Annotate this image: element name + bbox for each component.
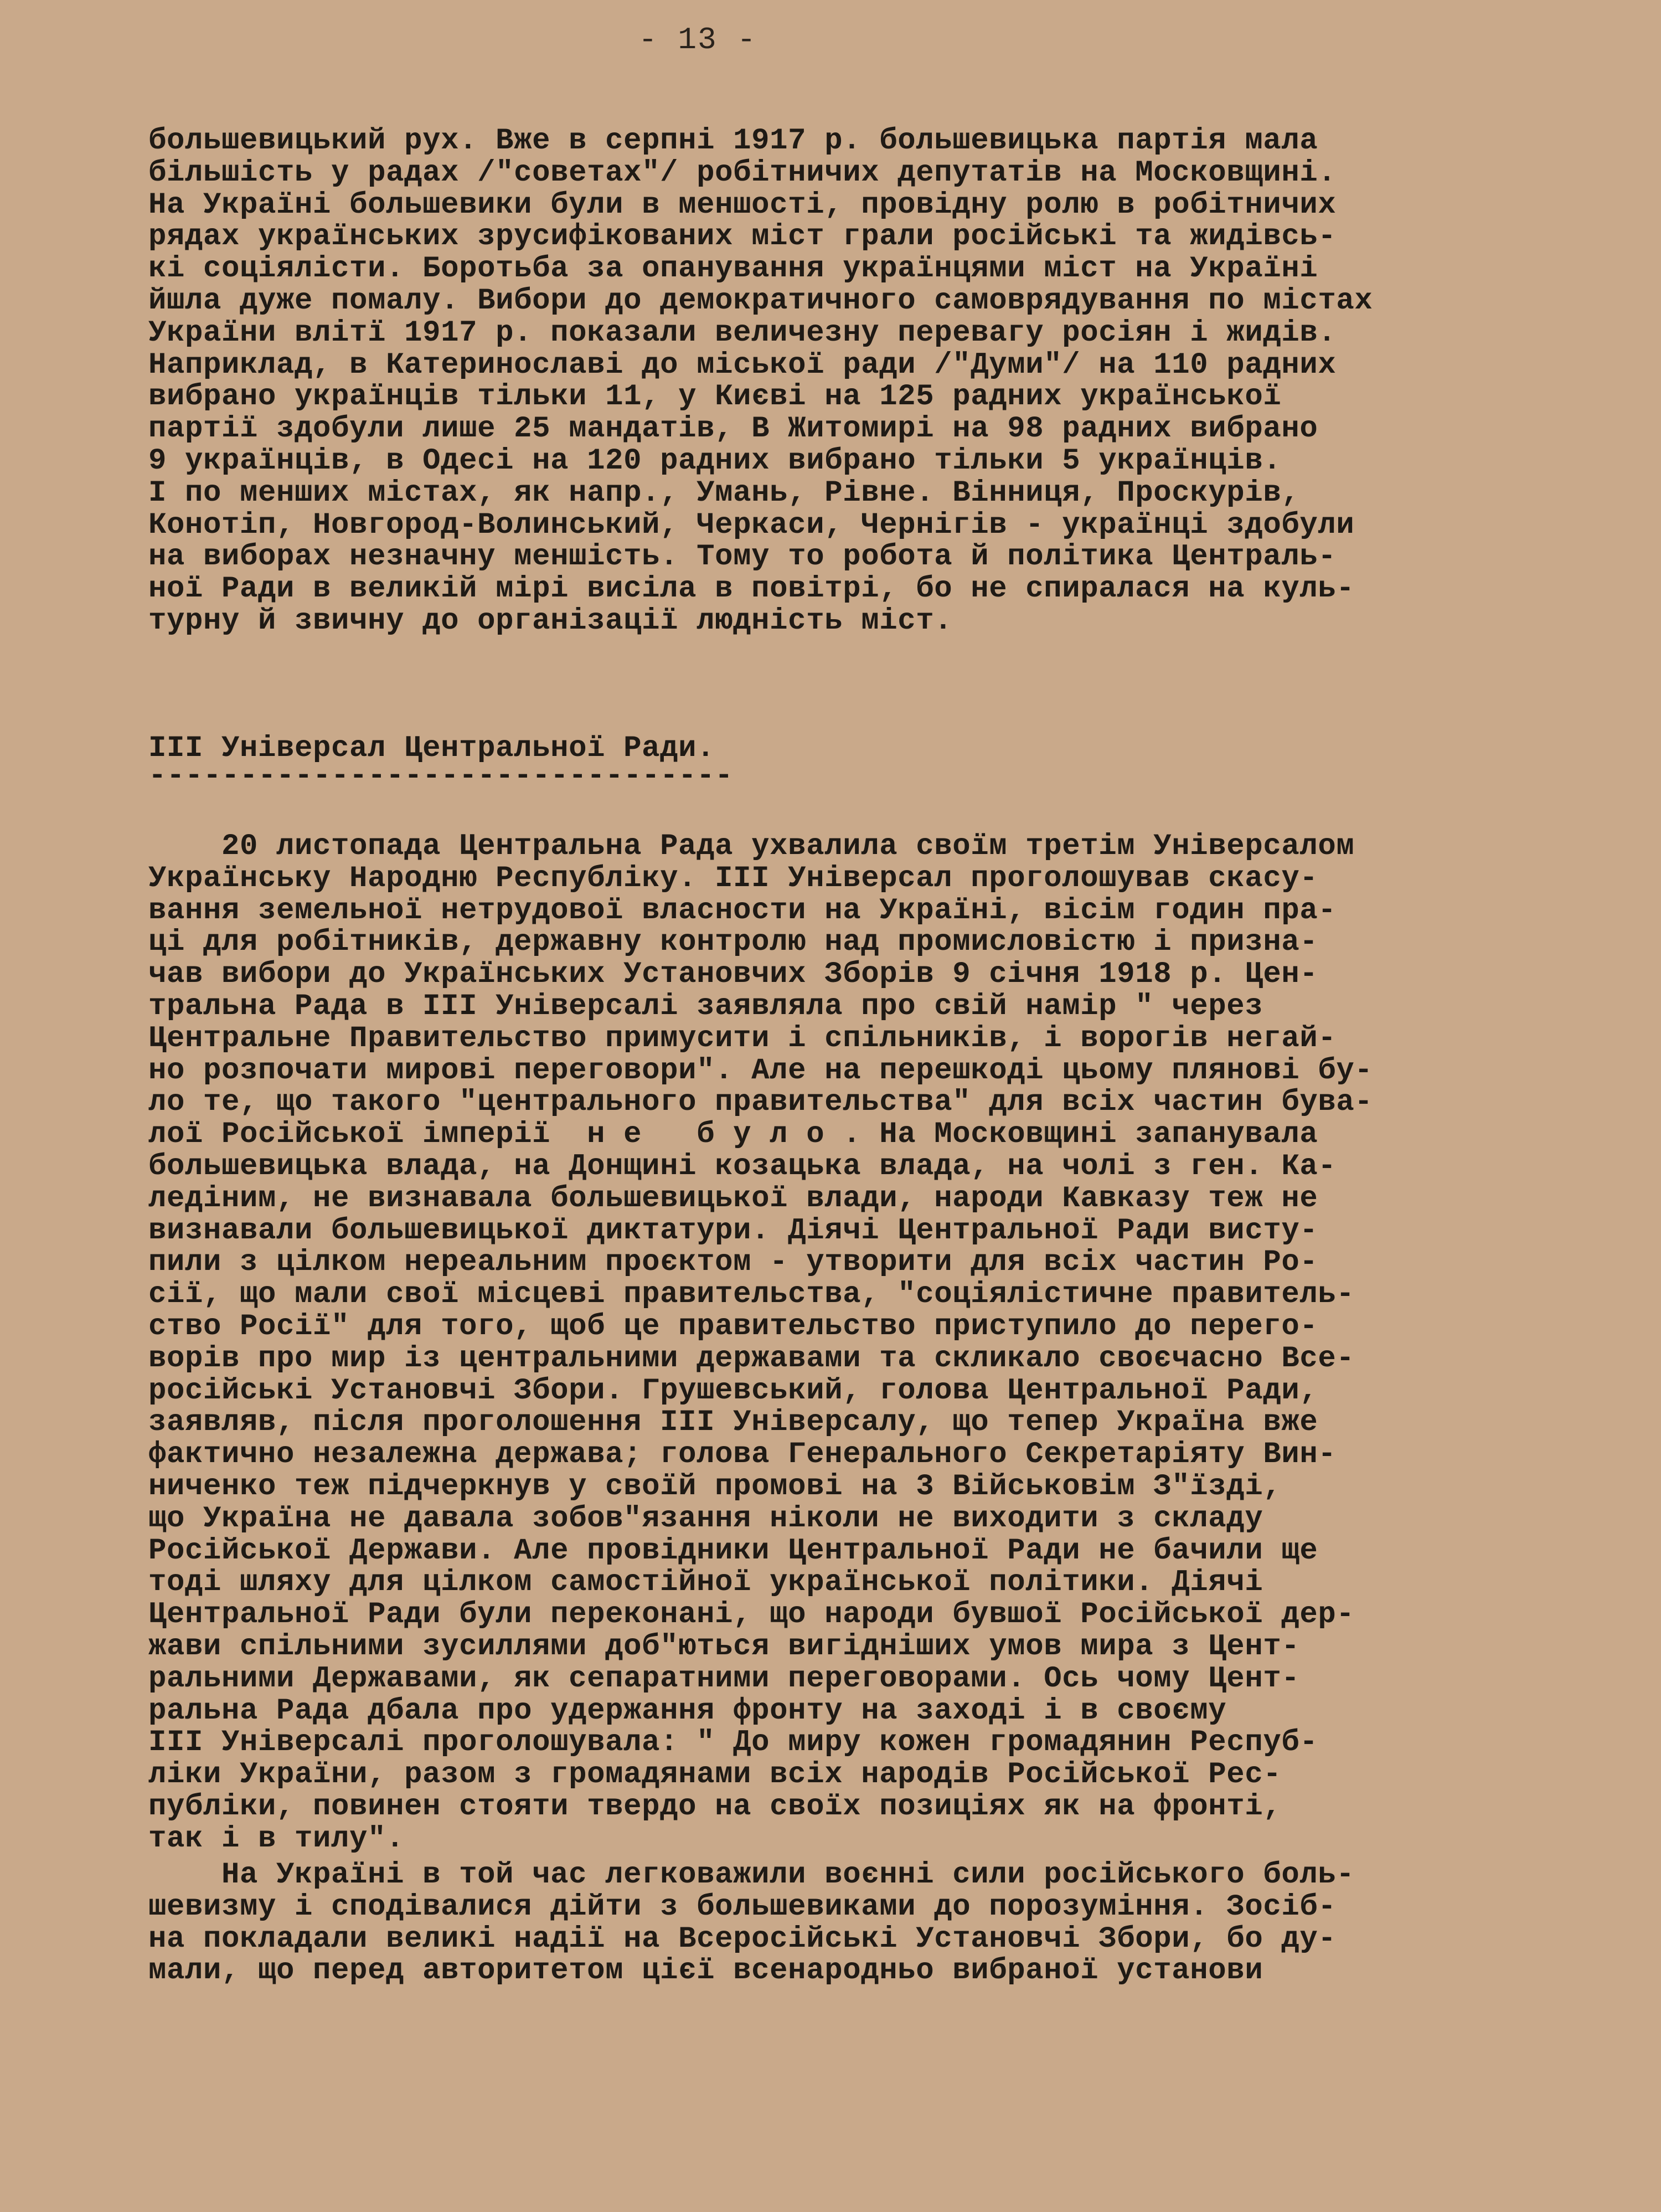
text-line: російські Установчі Збори. Грушевський, голова Центральної Ради,: [148, 1374, 1318, 1408]
text-line: Наприклад, в Катеринославі до міської ради /"Думи"/ на 110 радних: [148, 348, 1337, 382]
text-line: ло те, що такого "центрального правительства" для всіх частин бува-: [148, 1086, 1373, 1120]
text-line: на покладали великі надії на Всеросійські Установчі Збори, бо ду-: [148, 1922, 1337, 1956]
text-line: турну й звичну до організації людність міст.: [148, 604, 953, 638]
text-line: мали, що перед авторитетом цієї всенародньо вибраної установи: [148, 1954, 1263, 1988]
text-line: тоді шляху для цілком самостійної української політики. Діячі: [148, 1566, 1263, 1600]
text-line: На Україні в той час легковажили воєнні сили російського боль-: [148, 1858, 1355, 1892]
section-heading-block: [148, 732, 734, 793]
text-line: ІІІ Універсалі проголошувала: " До миру кожен громадянин Респуб-: [148, 1726, 1318, 1760]
text-line: большевицька влада, на Донщині козацька влада, на чолі з ген. Ка-: [148, 1149, 1337, 1184]
text-line: сії, що мали свої місцеві правительства, "соціялістичне правитель-: [148, 1278, 1355, 1312]
text-line: так і в тилу".: [148, 1822, 405, 1856]
text-line: йшла дуже помалу. Вибори до демократичного самоврядування по містах: [148, 284, 1373, 318]
text-line: більшість у радах /"советах"/ робітничих депутатів на Московщині.: [148, 156, 1337, 190]
text-line: визнавали большевицької диктатури. Діячі Центральної Ради висту-: [148, 1213, 1318, 1248]
text-line: заявляв, після проголошення ІІІ Універсалу, що тепер Україна вже: [148, 1406, 1318, 1440]
text-line: партії здобули лише 25 мандатів, В Житомирі на 98 радних вибрано: [148, 412, 1318, 446]
text-line: ної Ради в великій мірі висіла в повітрі, бо не спиралася на куль-: [148, 572, 1355, 606]
text-line: чав вибори до Українських Установчих Зборів 9 січня 1918 р. Цен-: [148, 958, 1318, 992]
text-line: На Україні большевики були в меншості, провідну ролю в робітничих: [148, 188, 1337, 222]
text-line: ледіним, не визнавала большевицької влади, народи Кавказу теж не: [148, 1181, 1318, 1216]
text-line: большевицький рух. Вже в серпні 1917 р. большевицька партія мала: [148, 124, 1318, 158]
text-line: лої Російської імперії н е б у л о . На Московщині запанувала: [148, 1118, 1318, 1152]
paragraph-3: [148, 1859, 1566, 1987]
page-number: - 13 -: [638, 22, 757, 58]
text-line: шевизму і сподівалися дійти з большевиками до порозуміння. Зосіб-: [148, 1890, 1337, 1924]
text-line: но розпочати мирові переговори". Але на перешкоді цьому плянові бу-: [148, 1053, 1373, 1088]
text-line: ліки України, разом з громадянами всіх народів Російської Рес-: [148, 1758, 1282, 1792]
text-line: жави спільними зусиллями доб"ються вигідніших умов мира з Цент-: [148, 1629, 1300, 1664]
text-line: ральними Державами, як сепаратними переговорами. Ось чому Цент-: [148, 1661, 1300, 1696]
section-heading: ІІІ Універсал Центральної Ради.: [148, 732, 715, 765]
text-line: ворів про мир із центральними державами та скликало своєчасно Все-: [148, 1341, 1355, 1376]
heading-underline: --------------------------------: [148, 759, 734, 793]
text-line: України влітї 1917 р. показали величезну перевагу росіян і жидів.: [148, 316, 1337, 350]
text-line: тральна Рада в ІІІ Універсалі заявляла про свій намір " через: [148, 989, 1263, 1023]
text-line: публіки, повинен стояти твердо на своїх позиціях як на фронті,: [148, 1789, 1282, 1824]
text-line: що Україна не давала зобов"язання ніколи не виходити з складу: [148, 1501, 1263, 1536]
text-line: Центральне Правительство примусити і спільників, і ворогів негай-: [148, 1021, 1337, 1056]
text-line: Українську Народню Республіку. ІІІ Універсал проголошував скасу-: [148, 861, 1318, 896]
text-line: фактично незалежна держава; голова Генерального Секретаріяту Вин-: [148, 1438, 1337, 1472]
text-line: ниченко теж підчеркнув у своїй промові на 3 Військовім З"їзді,: [148, 1469, 1282, 1504]
text-line: ральна Рада дбала про удержання фронту на заході і в своєму: [148, 1694, 1227, 1728]
text-line: ці для робітників, державну контролю над промисловістю і призна-: [148, 925, 1318, 960]
text-line: 9 українців, в Одесі на 120 радних вибрано тільки 5 українців.: [148, 444, 1282, 478]
paragraph-1: [148, 125, 1566, 637]
text-line: вибрано українців тільки 11, у Києві на 125 радних української: [148, 380, 1282, 414]
text-line: кі соціялісти. Боротьба за опанування українцями міст на Україні: [148, 252, 1318, 286]
text-line: І по менших містах, як напр., Умань, Рівне. Вінниця, Проскурів,: [148, 476, 1300, 510]
text-line: рядах українських зрусифікованих міст грали російські та жидівсь-: [148, 220, 1337, 254]
paragraph-2: [148, 831, 1566, 1855]
text-line: Російської Держави. Але провідники Центральної Ради не бачили ще: [148, 1534, 1318, 1568]
text-line: на виборах незначну меншість. Тому то робота й політика Централь-: [148, 540, 1337, 574]
text-line: ство Росії" для того, щоб це правительство приступило до перего-: [148, 1309, 1318, 1344]
text-line: пили з цілком нереальним проєктом - утворити для всіх частин Ро-: [148, 1246, 1318, 1280]
text-line: 20 листопада Центральна Рада ухвалила своїм третім Універсалом: [148, 830, 1355, 863]
text-line: Центральної Ради були переконані, що народи бувшої Російської дер-: [148, 1598, 1355, 1632]
text-line: Конотіп, Новгород-Волинський, Черкаси, Чернігів - українці здобули: [148, 508, 1355, 542]
text-line: вання земельної нетрудової власности на Україні, вісім годин пра-: [148, 893, 1337, 928]
